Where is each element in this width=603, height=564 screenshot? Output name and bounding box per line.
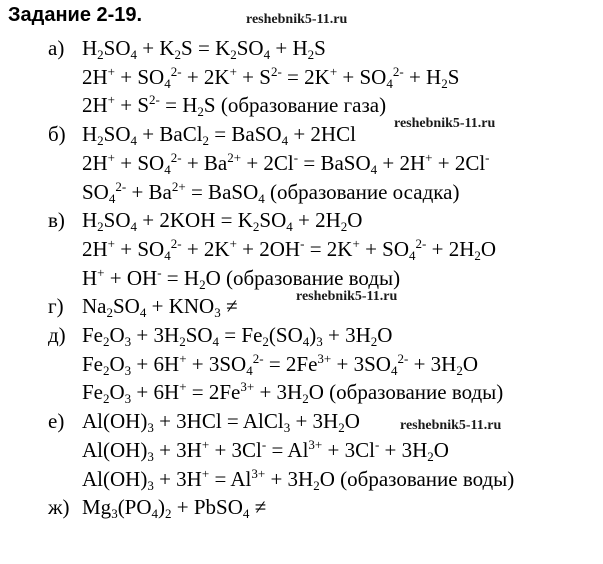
- subscript: 2: [97, 47, 104, 62]
- equation-text: + OH: [104, 265, 158, 290]
- subscript: 3: [147, 448, 154, 464]
- subscript: 4: [263, 47, 271, 62]
- subscript: 2: [174, 47, 182, 62]
- subscript: 2: [97, 133, 104, 149]
- equation: [82, 266, 400, 290]
- subscript: 4: [409, 247, 416, 263]
- subscript: 3: [316, 334, 323, 349]
- subscript: 2: [427, 448, 434, 464]
- superscript: 3+: [317, 350, 332, 366]
- equation-text: + 2OH: [236, 236, 301, 261]
- equation-text: + SO: [359, 236, 410, 261]
- equation-text: (PO: [117, 495, 152, 520]
- equation-text: + 2H: [377, 150, 426, 175]
- equation-text: (SO: [268, 323, 303, 347]
- superscript: +: [352, 235, 360, 251]
- superscript: +: [107, 235, 116, 251]
- superscript: +: [329, 63, 338, 79]
- equation-text: O (образование воды): [319, 466, 515, 491]
- subscript: 2: [202, 133, 210, 149]
- item-letter: б): [48, 122, 66, 147]
- subscript: 2: [103, 362, 110, 378]
- superscript: +: [179, 379, 187, 395]
- subscript: 2: [441, 75, 448, 91]
- equation: [82, 237, 496, 261]
- equation-text: 2H: [82, 150, 108, 175]
- subscript: 3: [214, 305, 221, 321]
- superscript: 2-: [397, 350, 409, 366]
- equation-text: + 3SO: [331, 351, 391, 376]
- superscript: +: [229, 63, 237, 79]
- equation-text: SO: [113, 294, 140, 319]
- equation-text: + 2K: [181, 64, 230, 89]
- equation-text: + 2H: [292, 208, 341, 233]
- equation-text: O: [377, 323, 393, 347]
- subscript: 4: [139, 305, 147, 321]
- subscript: 2: [370, 334, 378, 349]
- equation: [82, 294, 238, 321]
- equation-text: + S: [236, 64, 271, 89]
- subscript: 2: [106, 305, 113, 321]
- equation-text: + SO: [115, 150, 165, 175]
- equation-text: + Ba: [181, 150, 228, 175]
- watermark: reshebnik5-11.ru: [246, 12, 348, 27]
- equation-text: H: [82, 265, 98, 290]
- equation-text: = BaSO: [298, 150, 371, 175]
- subscript: 3: [283, 420, 291, 436]
- equation: [82, 495, 267, 522]
- equation: [82, 409, 360, 436]
- subscript: 4: [108, 190, 116, 206]
- superscript: +: [179, 350, 187, 366]
- item-letter: е): [48, 409, 65, 434]
- subscript: 2: [456, 362, 463, 378]
- watermark: reshebnik5-11.ru: [400, 418, 502, 433]
- equation-text: SO: [236, 36, 264, 60]
- equation-text: = Fe: [219, 323, 263, 347]
- superscript: +: [107, 149, 116, 165]
- equation-text: + 3H: [153, 466, 202, 491]
- superscript: 2-: [170, 235, 182, 251]
- superscript: 2-: [170, 149, 182, 165]
- equation-text: + 2Cl: [432, 150, 486, 175]
- equation-text: + 3H: [408, 351, 457, 376]
- equation-text: ≠: [249, 495, 267, 520]
- superscript: -: [157, 264, 162, 280]
- equation-text: Fe: [82, 351, 103, 376]
- equation-text: + 3H: [153, 437, 202, 462]
- equation-text: + SO: [115, 236, 165, 261]
- equation-text: ): [309, 323, 317, 347]
- equation-text: = Al: [266, 437, 309, 462]
- superscript: 3+: [251, 465, 266, 481]
- equation-text: + 3H: [254, 380, 303, 405]
- subscript: 2: [474, 247, 481, 263]
- equation-text: = H: [159, 93, 198, 118]
- superscript: +: [107, 63, 116, 79]
- equation-text: = Al: [209, 466, 252, 491]
- superscript: 2-: [115, 178, 127, 194]
- equation: [82, 92, 387, 120]
- subscript: 4: [286, 219, 293, 235]
- superscript: 2+: [171, 178, 186, 194]
- equation-text: Al(OH): [82, 409, 148, 434]
- equation-text: = H: [161, 265, 200, 290]
- equation-text: O: [344, 409, 360, 434]
- equation-text: SO: [82, 179, 109, 204]
- equation: [82, 36, 326, 60]
- equation-text: H: [82, 122, 98, 147]
- equation-text: Na: [82, 294, 107, 319]
- equation: [82, 180, 459, 204]
- superscript: 2+: [227, 149, 242, 165]
- subscript: 4: [212, 334, 220, 349]
- equation-text: + SO: [337, 64, 387, 89]
- equation-text: Fe: [82, 380, 103, 405]
- equation-text: + 2KOH = K: [137, 208, 253, 233]
- superscript: 2-: [270, 63, 282, 79]
- subscript: 4: [130, 219, 138, 235]
- superscript: 3+: [240, 379, 255, 395]
- equation-text: + 6H: [131, 351, 180, 376]
- equation-text: + S: [115, 93, 150, 118]
- equation-text: + H: [270, 36, 308, 60]
- equation-text: SO: [185, 323, 213, 347]
- superscript: 2-: [392, 63, 404, 79]
- item-letter: в): [48, 208, 65, 233]
- superscript: +: [425, 149, 433, 165]
- subscript: 4: [151, 506, 159, 522]
- subscript: 4: [130, 47, 138, 62]
- item-letter: г): [48, 294, 64, 319]
- equation-text: = BaSO: [185, 179, 259, 204]
- subscript: 3: [124, 334, 132, 349]
- equation: [82, 122, 356, 149]
- subscript: 4: [370, 161, 378, 177]
- equation-text: + 3H: [131, 323, 180, 347]
- subscript: 3: [147, 420, 154, 436]
- equation-text: + SO: [115, 64, 165, 89]
- equation-text: O: [433, 437, 449, 462]
- subscript: 2: [340, 219, 348, 235]
- superscript: +: [201, 465, 210, 481]
- equation-text: O: [109, 380, 125, 405]
- subscript: 2: [97, 219, 104, 235]
- superscript: +: [107, 92, 116, 108]
- subscript: 4: [390, 362, 398, 378]
- equation-text: S (образование газа): [203, 93, 387, 118]
- subscript: 4: [258, 190, 265, 206]
- equation-text: S = K: [181, 36, 231, 60]
- superscript: 2-: [170, 63, 182, 79]
- item-letter: ж): [48, 495, 70, 520]
- equation-text: + PbSO: [171, 495, 243, 520]
- equation-text: Al(OH): [82, 466, 148, 491]
- subscript: 3: [111, 506, 118, 522]
- equation-text: O: [347, 208, 363, 233]
- subscript: 2: [262, 334, 269, 349]
- subscript: 4: [242, 506, 250, 522]
- subscript: 2: [103, 334, 110, 349]
- equation-text: + 3HCl = AlCl: [153, 409, 284, 434]
- subscript: 4: [281, 133, 289, 149]
- equation-text: + Ba: [126, 179, 172, 204]
- equation-text: + 3H: [379, 437, 428, 462]
- equation: [82, 467, 514, 491]
- superscript: -: [374, 436, 380, 452]
- watermark: reshebnik5-11.ru: [394, 116, 496, 131]
- subscript: 3: [124, 391, 132, 407]
- equation-text: SO: [103, 122, 131, 147]
- equation-text: Mg: [82, 495, 112, 520]
- equation: [82, 208, 363, 235]
- equation-text: O: [109, 351, 125, 376]
- equation-text: SO: [103, 208, 131, 233]
- equation-text: + 3Cl: [322, 437, 375, 462]
- subscript: 4: [130, 133, 138, 149]
- subscript: 4: [302, 334, 310, 349]
- equation-text: SO: [103, 36, 131, 60]
- superscript: 2-: [252, 350, 264, 366]
- subscript: 2: [103, 391, 110, 407]
- equation-text: = 2K: [281, 64, 330, 89]
- equation-text: O: [480, 236, 497, 261]
- equation-text: 2H: [82, 236, 108, 261]
- superscript: +: [201, 436, 210, 452]
- equation-text: ): [158, 495, 166, 520]
- equation-text: O: [462, 351, 478, 376]
- equation-text: = 2K: [304, 236, 353, 261]
- subscript: 3: [147, 477, 154, 493]
- superscript: +: [97, 264, 105, 280]
- item-letter: д): [48, 323, 66, 347]
- superscript: -: [261, 436, 267, 452]
- subscript: 3: [124, 362, 132, 378]
- subscript: 2: [307, 47, 315, 62]
- subscript: 2: [165, 506, 172, 522]
- subscript: 2: [313, 477, 320, 493]
- subscript: 2: [338, 420, 345, 436]
- superscript: +: [229, 235, 237, 251]
- equation-text: ≠: [220, 294, 238, 319]
- equation-text: + 2HCl: [288, 122, 356, 147]
- subscript: 2: [197, 104, 204, 120]
- equation-text: + 3H: [322, 323, 371, 347]
- equation: [82, 65, 459, 89]
- superscript: 2-: [149, 92, 160, 108]
- equation-text: 2H: [82, 64, 108, 89]
- subscript: 2: [302, 391, 309, 407]
- subscript: 2: [199, 276, 206, 292]
- superscript: 3+: [308, 436, 323, 452]
- equation: [82, 323, 392, 347]
- watermark: reshebnik5-11.ru: [296, 289, 398, 304]
- equation-text: + 3SO: [186, 351, 247, 376]
- equation-text: O (образование воды): [205, 265, 401, 290]
- equation-text: + H: [403, 64, 442, 89]
- equation-text: + 2Cl: [241, 150, 294, 175]
- equation-text: + KNO: [146, 294, 215, 319]
- equation-text: S: [314, 36, 326, 60]
- subscript: 4: [164, 75, 171, 91]
- equation-text: (образование осадка): [264, 179, 460, 204]
- equation-text: SO: [259, 208, 287, 233]
- equation: [82, 352, 478, 376]
- equation-text: + 6H: [131, 380, 180, 405]
- equation-text: + 2H: [426, 236, 475, 261]
- superscript: -: [293, 149, 299, 165]
- equation-text: + 3H: [265, 466, 314, 491]
- subscript: 2: [252, 219, 260, 235]
- subscript: 2: [230, 47, 237, 62]
- equation: [82, 438, 449, 462]
- superscript: 2-: [415, 235, 427, 251]
- equation: [82, 379, 504, 407]
- superscript: -: [485, 149, 490, 165]
- equation-text: H: [82, 208, 98, 233]
- equation-text: = BaSO: [209, 122, 282, 147]
- subscript: 4: [164, 247, 171, 263]
- equation-text: S: [447, 64, 460, 89]
- equation-text: Fe: [82, 323, 103, 347]
- subscript: 2: [179, 334, 186, 349]
- equation-text: + BaCl: [137, 122, 203, 147]
- subscript: 4: [246, 362, 253, 378]
- superscript: -: [300, 235, 305, 251]
- task-title: Задание 2-19.: [8, 4, 143, 26]
- subscript: 4: [164, 161, 171, 177]
- item-letter: а): [48, 36, 65, 60]
- equation-text: O (образование воды): [308, 380, 504, 405]
- equation-text: = 2Fe: [263, 351, 318, 376]
- equation-text: + K: [137, 36, 175, 60]
- equation-text: 2H: [82, 93, 108, 118]
- equation-text: H: [82, 36, 98, 60]
- equation-text: Al(OH): [82, 437, 148, 462]
- equation-text: = 2Fe: [186, 380, 241, 405]
- equation-text: + 3Cl: [209, 437, 262, 462]
- subscript: 4: [386, 75, 393, 91]
- equation-text: + 3H: [290, 409, 339, 434]
- equation-text: + 2K: [181, 236, 230, 261]
- equation-text: O: [109, 323, 125, 347]
- equation: [82, 151, 490, 175]
